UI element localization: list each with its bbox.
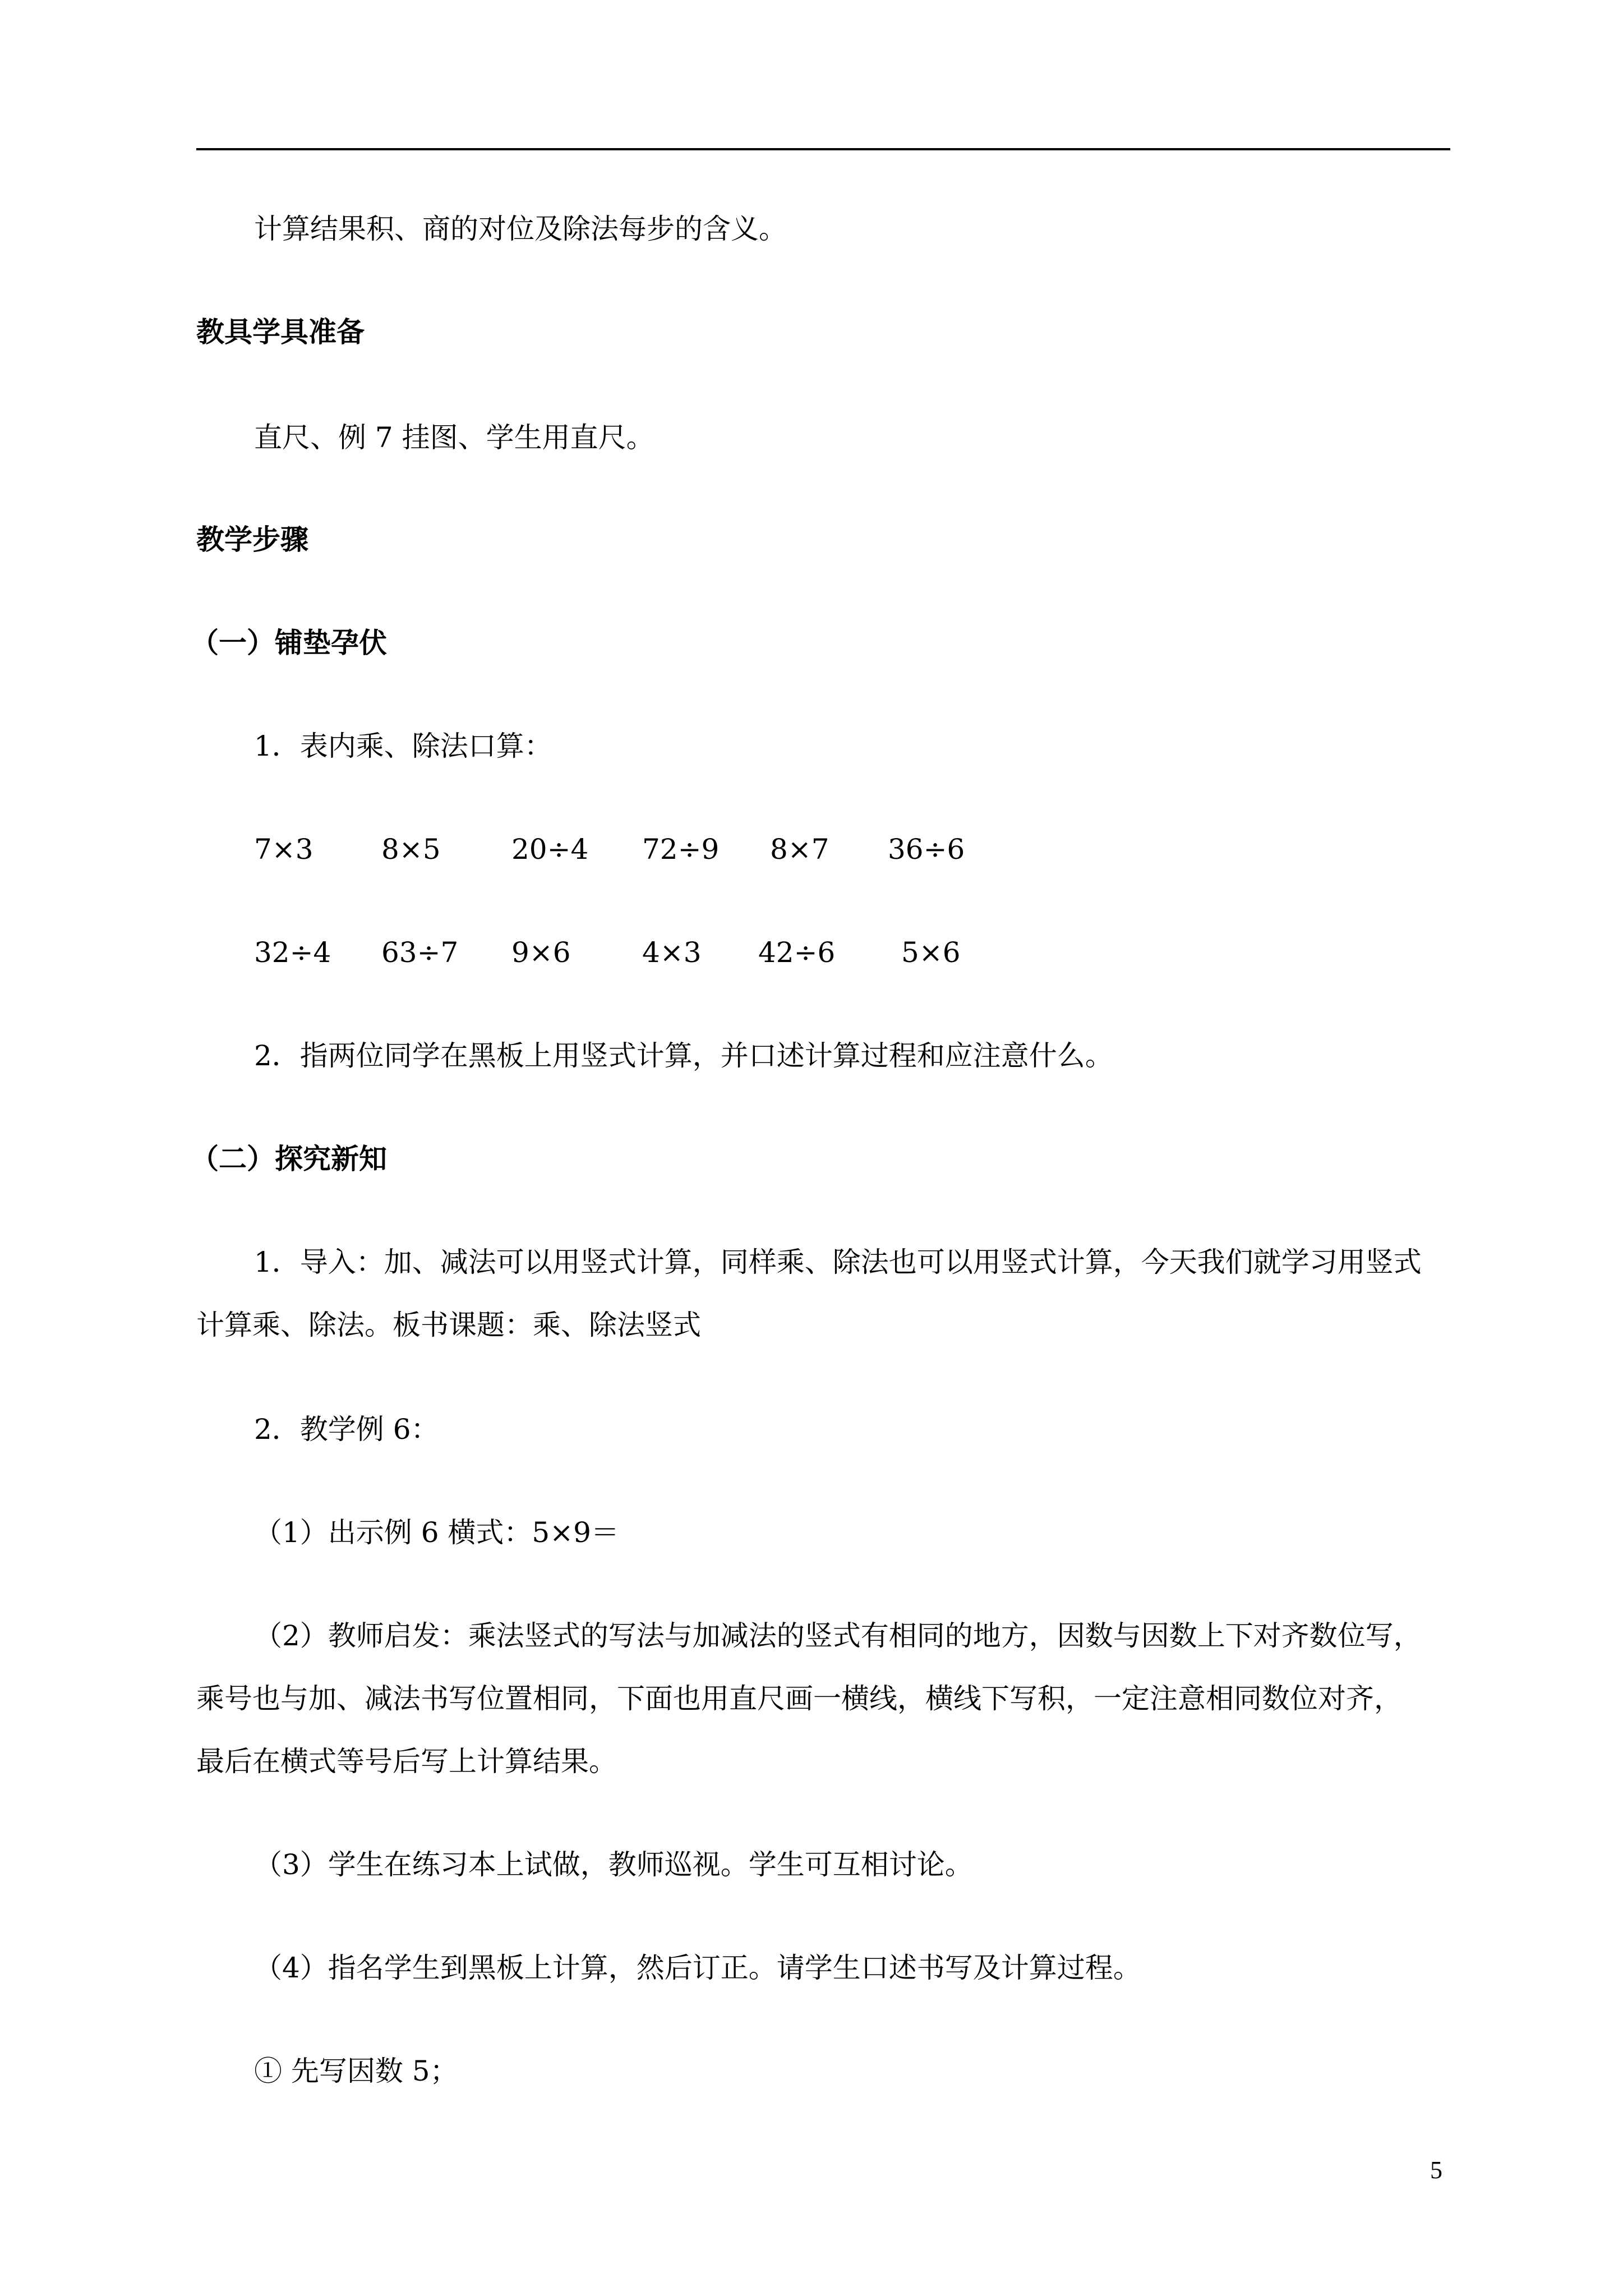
header-rule <box>196 148 1450 150</box>
calc-expr: 32÷4 <box>254 936 331 969</box>
calc-expr: 63÷7 <box>381 936 459 969</box>
calc-expr: 36÷6 <box>888 833 965 866</box>
steps-heading: 教学步骤 <box>196 523 308 556</box>
section2-sub2-line1: （2）教师启发：乘法竖式的写法与加减法的竖式有相同的地方，因数与因数上下对齐数位写， <box>254 1619 1422 1652</box>
section2-item1-line2: 计算乘、除法。板书课题：乘、除法竖式 <box>196 1309 701 1341</box>
calc-expr: 20÷4 <box>511 833 589 866</box>
prep-heading: 教具学具准备 <box>196 315 365 348</box>
calc-expr: 7×3 <box>254 833 313 866</box>
calc-expr: 8×5 <box>381 833 441 866</box>
section2-item1-line1: 1．导入：加、减法可以用竖式计算，同样乘、除法也可以用竖式计算，今天我们就学习用竖式 <box>254 1246 1422 1278</box>
calc-expr: 4×3 <box>642 936 702 969</box>
prep-text: 直尺、例 7 挂图、学生用直尺。 <box>254 421 654 454</box>
calc-expr: 9×6 <box>511 936 571 969</box>
section1-item1: 1．表内乘、除法口算： <box>254 730 552 762</box>
calc-expr: 42÷6 <box>758 936 836 969</box>
section2-sub2-line2: 乘号也与加、减法书写位置相同，下面也用直尺画一横线，横线下写积，一定注意相同数位对齐， <box>196 1682 1402 1715</box>
calc-expr: 8×7 <box>770 833 829 866</box>
calc-row-1 <box>0 832 1623 866</box>
section2-sub4: （4）指名学生到黑板上计算，然后订正。请学生口述书写及计算过程。 <box>254 1952 1141 1984</box>
calc-row-2 <box>0 936 1623 969</box>
section2-sub3: （3）学生在练习本上试做，教师巡视。学生可互相讨论。 <box>254 1848 973 1881</box>
section2-heading: （二）探究新知 <box>191 1142 387 1175</box>
section1-heading: （一）铺垫孕伏 <box>191 626 387 659</box>
continuation-text: 计算结果积、商的对位及除法每步的含义。 <box>254 213 787 245</box>
calc-expr: 72÷9 <box>642 833 720 866</box>
section2-step1: ① 先写因数 5； <box>254 2055 458 2087</box>
section2-item2: 2．教学例 6： <box>254 1413 439 1446</box>
calc-expr: 5×6 <box>901 936 961 969</box>
section2-sub1: （1）出示例 6 横式：5×9＝ <box>254 1516 619 1549</box>
section1-item2: 2．指两位同学在黑板上用竖式计算，并口述计算过程和应注意什么。 <box>254 1039 1113 1072</box>
page-number: 5 <box>1430 2156 1442 2184</box>
section2-sub2-line3: 最后在横式等号后写上计算结果。 <box>196 1745 617 1778</box>
